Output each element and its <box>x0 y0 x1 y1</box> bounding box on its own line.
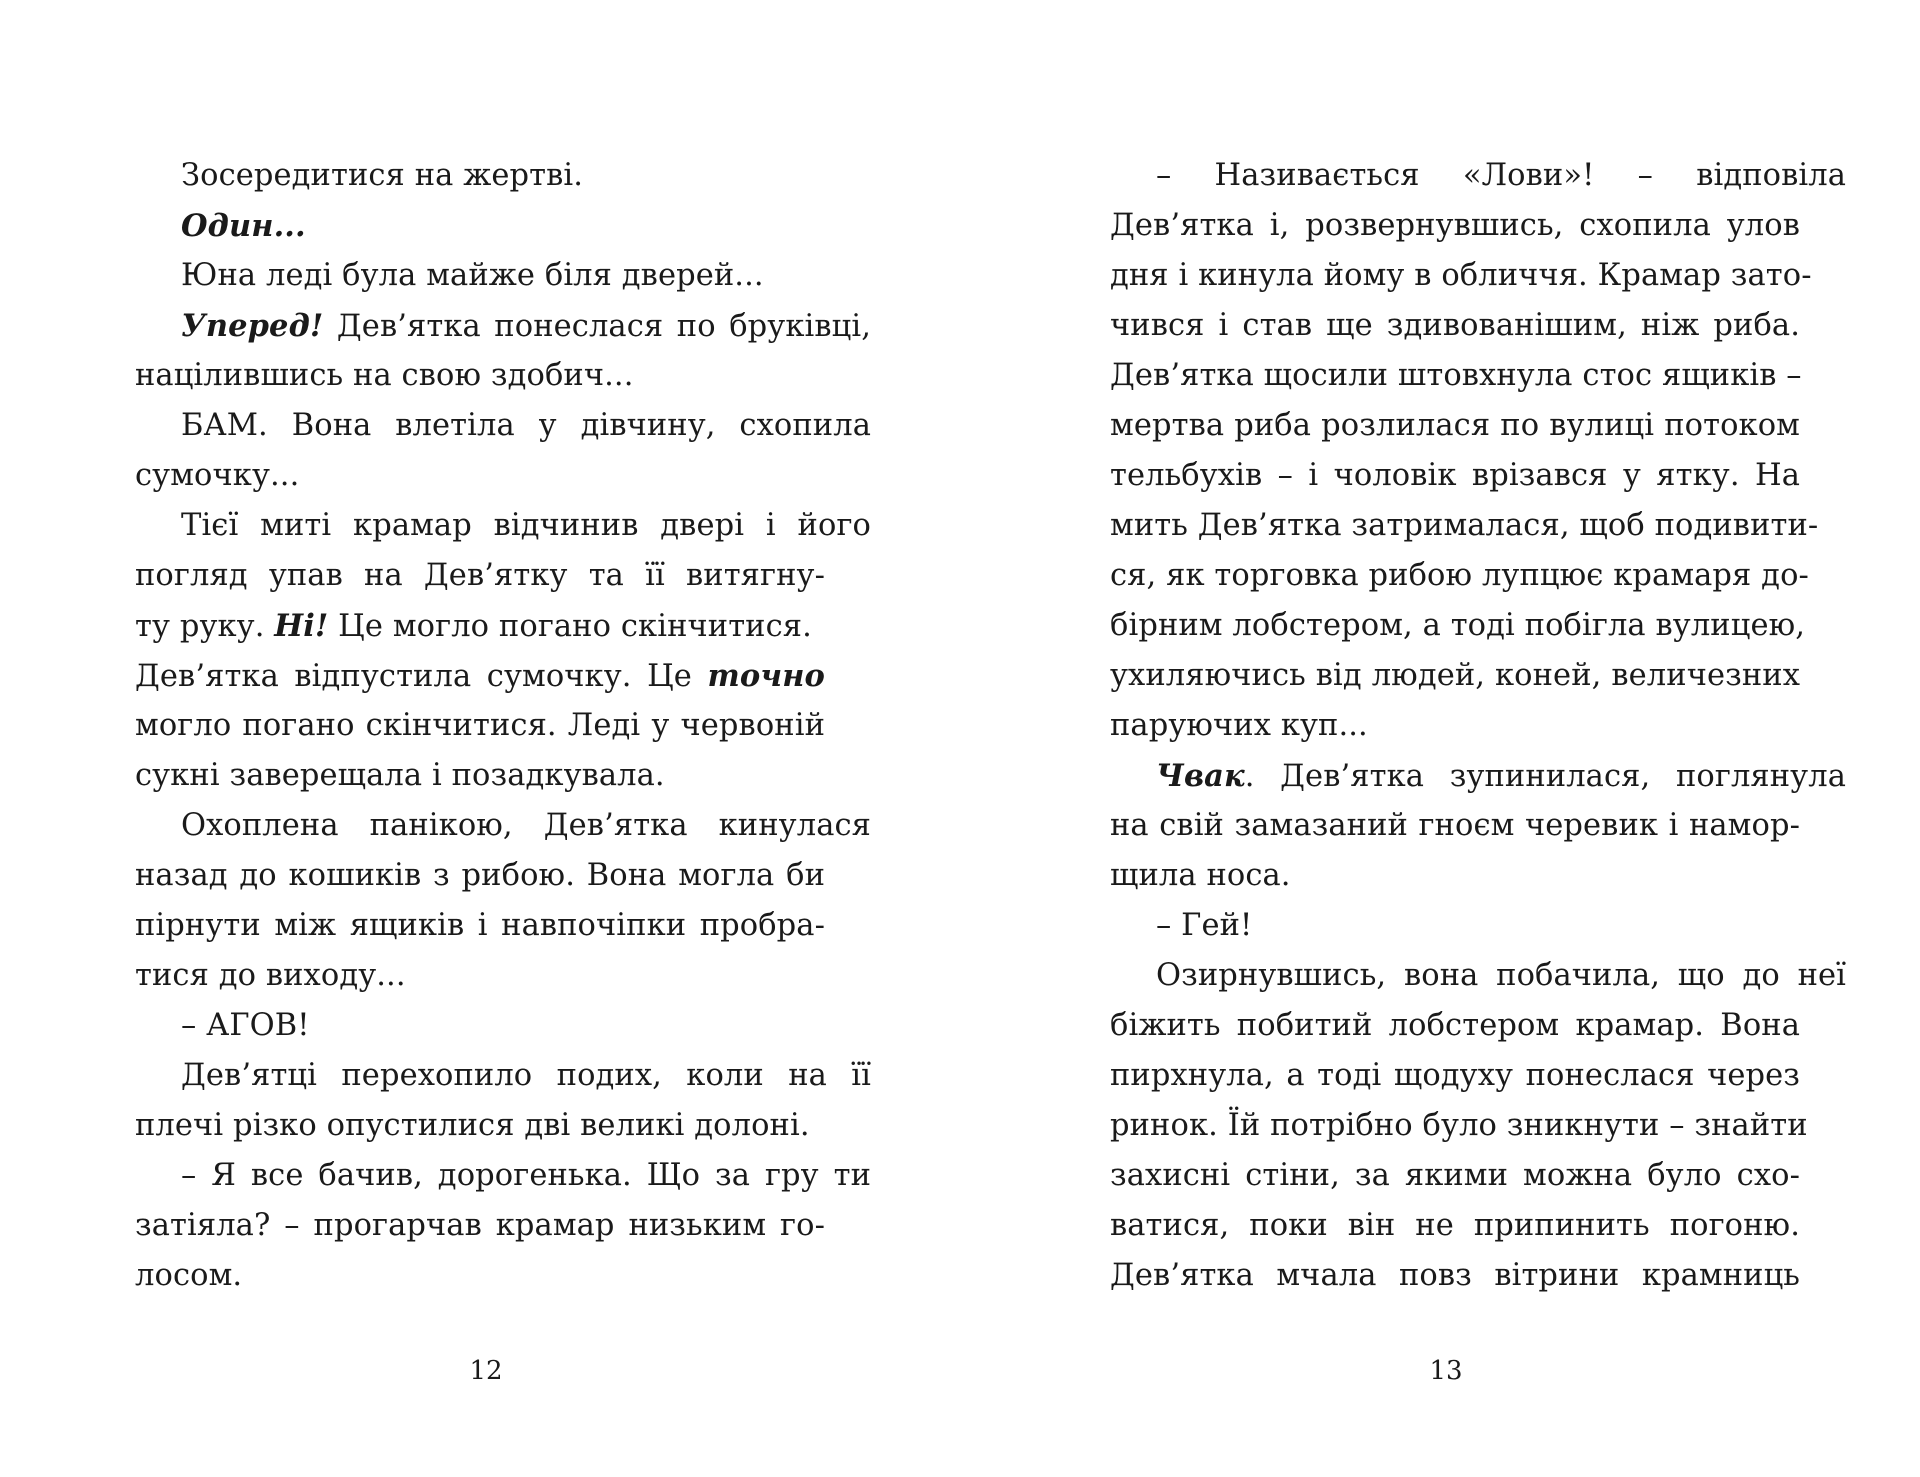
text-line: – Гей! <box>1156 908 1253 943</box>
text-line: назад до кошиків з рибою. Вона могла би <box>135 858 825 893</box>
text-line: БАМ. Вона влетіла у дівчину, схопила <box>181 408 871 443</box>
text-line: лосом. <box>135 1258 243 1293</box>
text-line: ся, як торговка рибою лупцює крамаря до- <box>1110 558 1809 593</box>
text-line: сумочку... <box>135 458 300 493</box>
text-line: ринок. Їй потрібно було зникнути – знайти <box>1110 1108 1808 1143</box>
text-line: – Я все бачив, дорогенька. Що за гру ти <box>181 1158 871 1193</box>
text-line: Тієї миті крамар відчинив двері і його <box>181 508 871 543</box>
text-line: Охоплена панікою, Дев’ятка кинулася <box>181 808 871 843</box>
text-line: захисні стіни, за якими можна було схо- <box>1110 1158 1800 1193</box>
text-line: плечі різко опустилися дві великі долоні. <box>135 1108 810 1143</box>
text-line: Дев’ятка щосили штовхнула стос ящиків – <box>1110 358 1802 393</box>
text-line: тельбухів – і чоловік врізався у ятку. На <box>1110 458 1800 493</box>
text-line: Зосередитися на жертві. <box>181 158 584 193</box>
text-line: на свій замазаний гноєм черевик і намор- <box>1110 808 1800 843</box>
text-line: Дев’ятка і, розвернувшись, схопила улов <box>1110 208 1800 243</box>
text-line: Озирнувшись, вона побачила, що до неї <box>1156 958 1846 993</box>
text-line: могло погано скінчитися. Леді у червоній <box>135 708 825 743</box>
text-line: Один... <box>181 208 306 244</box>
text-line: Юна леді була майже біля дверей... <box>181 258 764 293</box>
page-number: 12 <box>469 1356 503 1386</box>
text-line: затіяла? – прогарчав крамар низьким го- <box>135 1208 825 1243</box>
text-line: сукні заверещала і позадкувала. <box>135 758 665 793</box>
text-line: пірнути між ящиків і навпочіпки пробра- <box>135 908 825 943</box>
text-line: тися до виходу... <box>135 958 406 993</box>
text-line: мить Дев’ятка затрималася, щоб подивити- <box>1110 508 1819 543</box>
text-line: чився і став ще здивованішим, ніж риба. <box>1110 308 1800 343</box>
text-line: Дев’ятка відпустила сумочку. Це точно <box>135 658 825 694</box>
text-line: Дев’ятці перехопило подих, коли на її <box>181 1058 871 1093</box>
text-line: – Називається «Лови»! – відповіла <box>1156 158 1846 193</box>
page-number: 13 <box>1429 1356 1463 1386</box>
text-line: погляд упав на Дев’ятку та її витягну- <box>135 558 825 593</box>
text-line: ватися, поки він не припинить погоню. <box>1110 1208 1800 1243</box>
text-line: націлившись на свою здобич... <box>135 358 634 393</box>
text-line: Уперед! Дев’ятка понеслася по бруківці, <box>181 308 871 344</box>
text-line: щила носа. <box>1110 858 1291 893</box>
text-line: біжить побитий лобстером крамар. Вона <box>1110 1008 1800 1043</box>
text-line: Чвак. Дев’ятка зупинилася, поглянула <box>1156 758 1846 794</box>
text-line: ту руку. Ні! Це могло погано скінчитися. <box>135 608 812 644</box>
text-line: бірним лобстером, а тоді побігла вулицею, <box>1110 608 1806 643</box>
text-line: ухиляючись від людей, коней, величезних <box>1110 658 1800 693</box>
text-line: – АГОВ! <box>181 1008 310 1043</box>
text-line: мертва риба розлилася по вулиці потоком <box>1110 408 1800 443</box>
text-line: паруючих куп... <box>1110 708 1368 743</box>
text-line: Дев’ятка мчала повз вітрини крамниць <box>1110 1258 1800 1293</box>
text-line: пирхнула, а тоді щодуху понеслася через <box>1110 1058 1800 1093</box>
text-line: дня і кинула йому в обличчя. Крамар зато- <box>1110 258 1812 293</box>
